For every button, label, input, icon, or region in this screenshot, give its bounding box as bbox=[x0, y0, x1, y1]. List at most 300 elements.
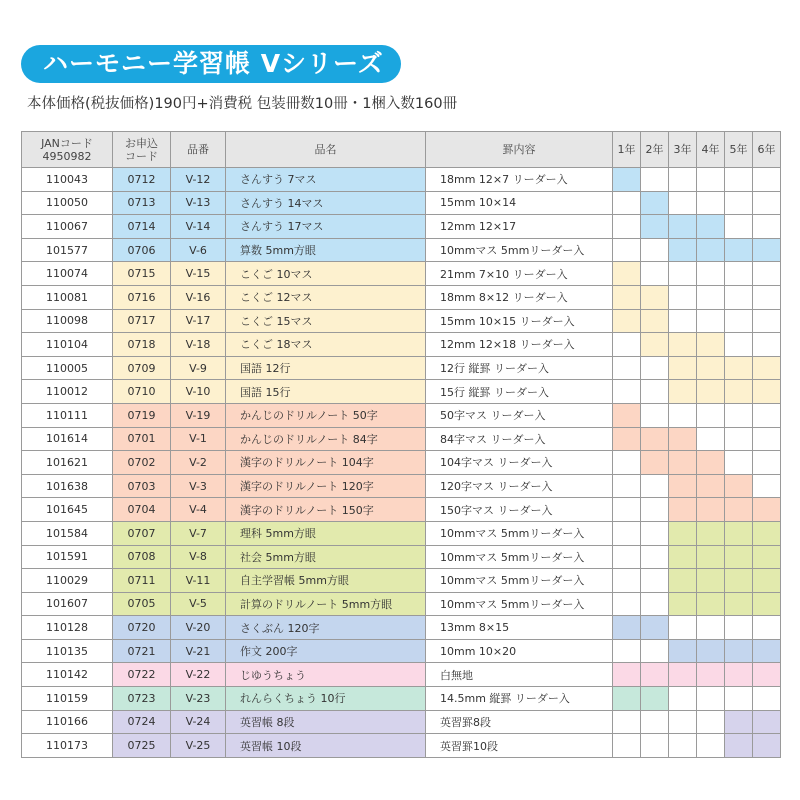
order-code-cell: 0717 bbox=[113, 309, 171, 333]
grade-6-cell bbox=[753, 238, 781, 262]
table-row bbox=[22, 592, 781, 616]
grade-4-cell bbox=[697, 734, 725, 758]
grade-2-cell bbox=[641, 474, 669, 498]
grade-2-cell bbox=[641, 285, 669, 309]
grade-1-cell bbox=[613, 309, 641, 333]
grade-3-cell bbox=[669, 380, 697, 404]
grade-6-cell bbox=[753, 498, 781, 522]
grade-6-cell bbox=[753, 474, 781, 498]
grade-4-cell bbox=[697, 356, 725, 380]
ruling-cell: 15mm 10×15 リーダー入 bbox=[426, 309, 613, 333]
order-code-cell: 0704 bbox=[113, 498, 171, 522]
ruling-cell: 12行 縦罫 リーダー入 bbox=[426, 356, 613, 380]
grade-5-cell bbox=[725, 427, 753, 451]
grade-6-cell bbox=[753, 592, 781, 616]
grade-1-cell bbox=[613, 474, 641, 498]
product-name-cell: こくご 15マス bbox=[226, 309, 426, 333]
ruling-cell: 12mm 12×17 bbox=[426, 215, 613, 239]
ruling-cell: 18mm 8×12 リーダー入 bbox=[426, 285, 613, 309]
product-name-cell: 漢字のドリルノート 150字 bbox=[226, 498, 426, 522]
header-number: 品番 bbox=[171, 132, 226, 168]
order-code-cell: 0722 bbox=[113, 663, 171, 687]
grade-4-cell bbox=[697, 663, 725, 687]
table-row bbox=[22, 309, 781, 333]
grade-4-cell bbox=[697, 639, 725, 663]
grade-5-cell bbox=[725, 616, 753, 640]
grade-4-cell bbox=[697, 545, 725, 569]
product-name-cell: こくご 10マス bbox=[226, 262, 426, 286]
grade-3-cell bbox=[669, 545, 697, 569]
table-row bbox=[22, 451, 781, 475]
order-code-cell: 0724 bbox=[113, 710, 171, 734]
order-code-cell: 0711 bbox=[113, 569, 171, 593]
header-grade-2: 2年 bbox=[641, 132, 669, 168]
product-number-cell: V-18 bbox=[171, 333, 226, 357]
ruling-cell: 15行 縦罫 リーダー入 bbox=[426, 380, 613, 404]
grade-2-cell bbox=[641, 687, 669, 711]
header-grade-5: 5年 bbox=[725, 132, 753, 168]
grade-4-cell bbox=[697, 333, 725, 357]
grade-5-cell bbox=[725, 639, 753, 663]
grade-5-cell bbox=[725, 451, 753, 475]
grade-2-cell bbox=[641, 191, 669, 215]
grade-6-cell bbox=[753, 168, 781, 192]
grade-5-cell bbox=[725, 191, 753, 215]
product-number-cell: V-16 bbox=[171, 285, 226, 309]
product-number-cell: V-14 bbox=[171, 215, 226, 239]
product-name-cell: こくご 18マス bbox=[226, 333, 426, 357]
jan-cell: 110081 bbox=[22, 285, 113, 309]
grade-4-cell bbox=[697, 380, 725, 404]
grade-1-cell bbox=[613, 215, 641, 239]
grade-4-cell bbox=[697, 498, 725, 522]
product-number-cell: V-24 bbox=[171, 710, 226, 734]
grade-3-cell bbox=[669, 734, 697, 758]
grade-5-cell bbox=[725, 734, 753, 758]
header-code-line1: お申込 bbox=[125, 136, 158, 150]
table-row bbox=[22, 380, 781, 404]
grade-3-cell bbox=[669, 639, 697, 663]
order-code-cell: 0715 bbox=[113, 262, 171, 286]
grade-3-cell bbox=[669, 262, 697, 286]
grade-1-cell bbox=[613, 639, 641, 663]
ruling-cell: 84字マス リーダー入 bbox=[426, 427, 613, 451]
ruling-cell: 英習罫10段 bbox=[426, 734, 613, 758]
jan-cell: 101614 bbox=[22, 427, 113, 451]
table-row bbox=[22, 215, 781, 239]
grade-5-cell bbox=[725, 403, 753, 427]
grade-5-cell bbox=[725, 687, 753, 711]
product-number-cell: V-2 bbox=[171, 451, 226, 475]
grade-5-cell bbox=[725, 333, 753, 357]
product-number-cell: V-20 bbox=[171, 616, 226, 640]
product-number-cell: V-4 bbox=[171, 498, 226, 522]
product-name-cell: 計算のドリルノート 5mm方眼 bbox=[226, 592, 426, 616]
grade-1-cell bbox=[613, 569, 641, 593]
grade-5-cell bbox=[725, 545, 753, 569]
grade-3-cell bbox=[669, 616, 697, 640]
grade-4-cell bbox=[697, 238, 725, 262]
grade-3-cell bbox=[669, 687, 697, 711]
grade-2-cell bbox=[641, 521, 669, 545]
product-name-cell: 社会 5mm方眼 bbox=[226, 545, 426, 569]
grade-6-cell bbox=[753, 191, 781, 215]
ruling-cell: 白無地 bbox=[426, 663, 613, 687]
product-number-cell: V-17 bbox=[171, 309, 226, 333]
grade-3-cell bbox=[669, 168, 697, 192]
grade-5-cell bbox=[725, 356, 753, 380]
grade-6-cell bbox=[753, 309, 781, 333]
jan-cell: 110128 bbox=[22, 616, 113, 640]
ruling-cell: 10mmマス 5mmリーダー入 bbox=[426, 569, 613, 593]
grade-3-cell bbox=[669, 215, 697, 239]
product-number-cell: V-25 bbox=[171, 734, 226, 758]
order-code-cell: 0719 bbox=[113, 403, 171, 427]
header-name: 品名 bbox=[226, 132, 426, 168]
grade-2-cell bbox=[641, 380, 669, 404]
product-name-cell: 作文 200字 bbox=[226, 639, 426, 663]
ruling-cell: 21mm 7×10 リーダー入 bbox=[426, 262, 613, 286]
product-name-cell: 漢字のドリルノート 120字 bbox=[226, 474, 426, 498]
grade-5-cell bbox=[725, 238, 753, 262]
order-code-cell: 0701 bbox=[113, 427, 171, 451]
ruling-cell: 10mmマス 5mmリーダー入 bbox=[426, 592, 613, 616]
grade-2-cell bbox=[641, 545, 669, 569]
table-row bbox=[22, 639, 781, 663]
product-number-cell: V-23 bbox=[171, 687, 226, 711]
grade-2-cell bbox=[641, 592, 669, 616]
grade-2-cell bbox=[641, 639, 669, 663]
product-number-cell: V-10 bbox=[171, 380, 226, 404]
order-code-cell: 0718 bbox=[113, 333, 171, 357]
grade-3-cell bbox=[669, 592, 697, 616]
grade-6-cell bbox=[753, 545, 781, 569]
order-code-cell: 0713 bbox=[113, 191, 171, 215]
ruling-cell: 10mm 10×20 bbox=[426, 639, 613, 663]
order-code-cell: 0709 bbox=[113, 356, 171, 380]
grade-2-cell bbox=[641, 616, 669, 640]
order-code-cell: 0702 bbox=[113, 451, 171, 475]
header-jan bbox=[22, 132, 113, 168]
jan-cell: 110005 bbox=[22, 356, 113, 380]
table-row bbox=[22, 474, 781, 498]
grade-5-cell bbox=[725, 474, 753, 498]
table-row bbox=[22, 616, 781, 640]
jan-cell: 110043 bbox=[22, 168, 113, 192]
ruling-cell: 10mmマス 5mmリーダー入 bbox=[426, 238, 613, 262]
grade-6-cell bbox=[753, 639, 781, 663]
grade-2-cell bbox=[641, 309, 669, 333]
product-name-cell: 英習帳 10段 bbox=[226, 734, 426, 758]
product-name-cell: 国語 12行 bbox=[226, 356, 426, 380]
table-row bbox=[22, 333, 781, 357]
table-row bbox=[22, 687, 781, 711]
table-row bbox=[22, 734, 781, 758]
grade-6-cell bbox=[753, 356, 781, 380]
product-number-cell: V-11 bbox=[171, 569, 226, 593]
product-number-cell: V-9 bbox=[171, 356, 226, 380]
grade-3-cell bbox=[669, 710, 697, 734]
grade-5-cell bbox=[725, 380, 753, 404]
grade-3-cell bbox=[669, 309, 697, 333]
grade-2-cell bbox=[641, 569, 669, 593]
ruling-cell: 10mmマス 5mmリーダー入 bbox=[426, 545, 613, 569]
order-code-cell: 0716 bbox=[113, 285, 171, 309]
product-number-cell: V-8 bbox=[171, 545, 226, 569]
order-code-cell: 0721 bbox=[113, 639, 171, 663]
grade-1-cell bbox=[613, 403, 641, 427]
product-name-cell: かんじのドリルノート 84字 bbox=[226, 427, 426, 451]
grade-1-cell bbox=[613, 663, 641, 687]
grade-4-cell bbox=[697, 427, 725, 451]
grade-1-cell bbox=[613, 168, 641, 192]
grade-3-cell bbox=[669, 333, 697, 357]
header-grade-6: 6年 bbox=[753, 132, 781, 168]
grade-5-cell bbox=[725, 521, 753, 545]
order-code-cell: 0720 bbox=[113, 616, 171, 640]
grade-6-cell bbox=[753, 687, 781, 711]
header-jan-line2: 4950982 bbox=[42, 149, 92, 163]
order-code-cell: 0723 bbox=[113, 687, 171, 711]
grade-4-cell bbox=[697, 309, 725, 333]
product-name-cell: さんすう 14マス bbox=[226, 191, 426, 215]
order-code-cell: 0712 bbox=[113, 168, 171, 192]
grade-2-cell bbox=[641, 168, 669, 192]
grade-5-cell bbox=[725, 309, 753, 333]
grade-3-cell bbox=[669, 663, 697, 687]
grade-1-cell bbox=[613, 498, 641, 522]
series-title: ハーモニー学習帳 Vシリーズ bbox=[21, 45, 401, 83]
grade-2-cell bbox=[641, 215, 669, 239]
grade-4-cell bbox=[697, 191, 725, 215]
jan-cell: 110173 bbox=[22, 734, 113, 758]
grade-3-cell bbox=[669, 285, 697, 309]
table-row bbox=[22, 521, 781, 545]
grade-3-cell bbox=[669, 474, 697, 498]
jan-cell: 110029 bbox=[22, 569, 113, 593]
grade-3-cell bbox=[669, 356, 697, 380]
grade-3-cell bbox=[669, 238, 697, 262]
grade-1-cell bbox=[613, 238, 641, 262]
order-code-cell: 0707 bbox=[113, 521, 171, 545]
grade-6-cell bbox=[753, 734, 781, 758]
header-grade-4: 4年 bbox=[697, 132, 725, 168]
header-row bbox=[22, 132, 781, 168]
grade-1-cell bbox=[613, 380, 641, 404]
grade-2-cell bbox=[641, 710, 669, 734]
grade-4-cell bbox=[697, 569, 725, 593]
table-row bbox=[22, 663, 781, 687]
jan-cell: 101607 bbox=[22, 592, 113, 616]
grade-4-cell bbox=[697, 592, 725, 616]
grade-5-cell bbox=[725, 215, 753, 239]
jan-cell: 110135 bbox=[22, 639, 113, 663]
product-name-cell: さんすう 7マス bbox=[226, 168, 426, 192]
jan-cell: 110104 bbox=[22, 333, 113, 357]
grade-2-cell bbox=[641, 262, 669, 286]
grade-2-cell bbox=[641, 451, 669, 475]
grade-2-cell bbox=[641, 238, 669, 262]
product-name-cell: こくご 12マス bbox=[226, 285, 426, 309]
product-name-cell: 英習帳 8段 bbox=[226, 710, 426, 734]
product-number-cell: V-13 bbox=[171, 191, 226, 215]
grade-3-cell bbox=[669, 191, 697, 215]
grade-1-cell bbox=[613, 285, 641, 309]
jan-cell: 110074 bbox=[22, 262, 113, 286]
ruling-cell: 150字マス リーダー入 bbox=[426, 498, 613, 522]
ruling-cell: 104字マス リーダー入 bbox=[426, 451, 613, 475]
order-code-cell: 0714 bbox=[113, 215, 171, 239]
grade-1-cell bbox=[613, 427, 641, 451]
table-row bbox=[22, 238, 781, 262]
product-number-cell: V-5 bbox=[171, 592, 226, 616]
jan-cell: 110142 bbox=[22, 663, 113, 687]
table-row bbox=[22, 427, 781, 451]
grade-3-cell bbox=[669, 521, 697, 545]
grade-5-cell bbox=[725, 285, 753, 309]
grade-6-cell bbox=[753, 569, 781, 593]
product-number-cell: V-12 bbox=[171, 168, 226, 192]
grade-6-cell bbox=[753, 333, 781, 357]
grade-3-cell bbox=[669, 403, 697, 427]
product-number-cell: V-6 bbox=[171, 238, 226, 262]
grade-5-cell bbox=[725, 262, 753, 286]
jan-cell: 110166 bbox=[22, 710, 113, 734]
grade-2-cell bbox=[641, 427, 669, 451]
product-name-cell: 漢字のドリルノート 104字 bbox=[226, 451, 426, 475]
order-code-cell: 0705 bbox=[113, 592, 171, 616]
table-row bbox=[22, 191, 781, 215]
grade-3-cell bbox=[669, 451, 697, 475]
grade-6-cell bbox=[753, 215, 781, 239]
grade-1-cell bbox=[613, 545, 641, 569]
table-row bbox=[22, 545, 781, 569]
grade-5-cell bbox=[725, 710, 753, 734]
grade-4-cell bbox=[697, 451, 725, 475]
jan-cell: 101638 bbox=[22, 474, 113, 498]
grade-6-cell bbox=[753, 403, 781, 427]
header-grade-1: 1年 bbox=[613, 132, 641, 168]
jan-cell: 110159 bbox=[22, 687, 113, 711]
jan-cell: 101591 bbox=[22, 545, 113, 569]
product-number-cell: V-7 bbox=[171, 521, 226, 545]
order-code-cell: 0706 bbox=[113, 238, 171, 262]
order-code-cell: 0703 bbox=[113, 474, 171, 498]
grade-1-cell bbox=[613, 333, 641, 357]
grade-4-cell bbox=[697, 168, 725, 192]
product-name-cell: 算数 5mm方眼 bbox=[226, 238, 426, 262]
grade-2-cell bbox=[641, 663, 669, 687]
order-code-cell: 0708 bbox=[113, 545, 171, 569]
grade-3-cell bbox=[669, 427, 697, 451]
grade-6-cell bbox=[753, 262, 781, 286]
jan-cell: 101645 bbox=[22, 498, 113, 522]
jan-cell: 101621 bbox=[22, 451, 113, 475]
ruling-cell: 50字マス リーダー入 bbox=[426, 403, 613, 427]
grade-6-cell bbox=[753, 451, 781, 475]
order-code-cell: 0725 bbox=[113, 734, 171, 758]
product-number-cell: V-1 bbox=[171, 427, 226, 451]
jan-cell: 101577 bbox=[22, 238, 113, 262]
jan-cell: 110050 bbox=[22, 191, 113, 215]
grade-5-cell bbox=[725, 168, 753, 192]
grade-1-cell bbox=[613, 262, 641, 286]
product-name-cell: 自主学習帳 5mm方眼 bbox=[226, 569, 426, 593]
ruling-cell: 18mm 12×7 リーダー入 bbox=[426, 168, 613, 192]
ruling-cell: 10mmマス 5mmリーダー入 bbox=[426, 521, 613, 545]
table-row bbox=[22, 569, 781, 593]
jan-cell: 110012 bbox=[22, 380, 113, 404]
product-name-cell: さくぶん 120字 bbox=[226, 616, 426, 640]
grade-5-cell bbox=[725, 663, 753, 687]
header-ruling: 罫内容 bbox=[426, 132, 613, 168]
grade-1-cell bbox=[613, 687, 641, 711]
ruling-cell: 12mm 12×18 リーダー入 bbox=[426, 333, 613, 357]
grade-1-cell bbox=[613, 592, 641, 616]
grade-6-cell bbox=[753, 521, 781, 545]
grade-4-cell bbox=[697, 616, 725, 640]
ruling-cell: 15mm 10×14 bbox=[426, 191, 613, 215]
header-grade-3: 3年 bbox=[669, 132, 697, 168]
header-code-line2: コード bbox=[125, 149, 158, 163]
grade-6-cell bbox=[753, 427, 781, 451]
table-row bbox=[22, 710, 781, 734]
grade-2-cell bbox=[641, 333, 669, 357]
product-number-cell: V-22 bbox=[171, 663, 226, 687]
grade-1-cell bbox=[613, 521, 641, 545]
grade-6-cell bbox=[753, 616, 781, 640]
grade-5-cell bbox=[725, 592, 753, 616]
grade-1-cell bbox=[613, 734, 641, 758]
header-code bbox=[113, 132, 171, 168]
product-table bbox=[21, 131, 781, 758]
grade-4-cell bbox=[697, 285, 725, 309]
table-row bbox=[22, 262, 781, 286]
ruling-cell: 英習罫8段 bbox=[426, 710, 613, 734]
grade-5-cell bbox=[725, 569, 753, 593]
table-row bbox=[22, 403, 781, 427]
price-info: 本体価格(税抜価格)190円+消費税 包装冊数10冊・1梱入数160冊 bbox=[27, 96, 458, 112]
table-row bbox=[22, 498, 781, 522]
product-number-cell: V-15 bbox=[171, 262, 226, 286]
grade-2-cell bbox=[641, 734, 669, 758]
grade-3-cell bbox=[669, 569, 697, 593]
ruling-cell: 13mm 8×15 bbox=[426, 616, 613, 640]
grade-2-cell bbox=[641, 403, 669, 427]
grade-4-cell bbox=[697, 262, 725, 286]
jan-cell: 110067 bbox=[22, 215, 113, 239]
grade-2-cell bbox=[641, 498, 669, 522]
product-name-cell: さんすう 17マス bbox=[226, 215, 426, 239]
product-number-cell: V-21 bbox=[171, 639, 226, 663]
grade-6-cell bbox=[753, 710, 781, 734]
grade-6-cell bbox=[753, 380, 781, 404]
product-name-cell: じゆうちょう bbox=[226, 663, 426, 687]
grade-4-cell bbox=[697, 403, 725, 427]
grade-1-cell bbox=[613, 710, 641, 734]
ruling-cell: 14.5mm 縦罫 リーダー入 bbox=[426, 687, 613, 711]
grade-1-cell bbox=[613, 356, 641, 380]
product-name-cell: れんらくちょう 10行 bbox=[226, 687, 426, 711]
product-number-cell: V-19 bbox=[171, 403, 226, 427]
grade-4-cell bbox=[697, 687, 725, 711]
grade-4-cell bbox=[697, 710, 725, 734]
order-code-cell: 0710 bbox=[113, 380, 171, 404]
ruling-cell: 120字マス リーダー入 bbox=[426, 474, 613, 498]
grade-4-cell bbox=[697, 215, 725, 239]
table-row bbox=[22, 285, 781, 309]
grade-1-cell bbox=[613, 191, 641, 215]
